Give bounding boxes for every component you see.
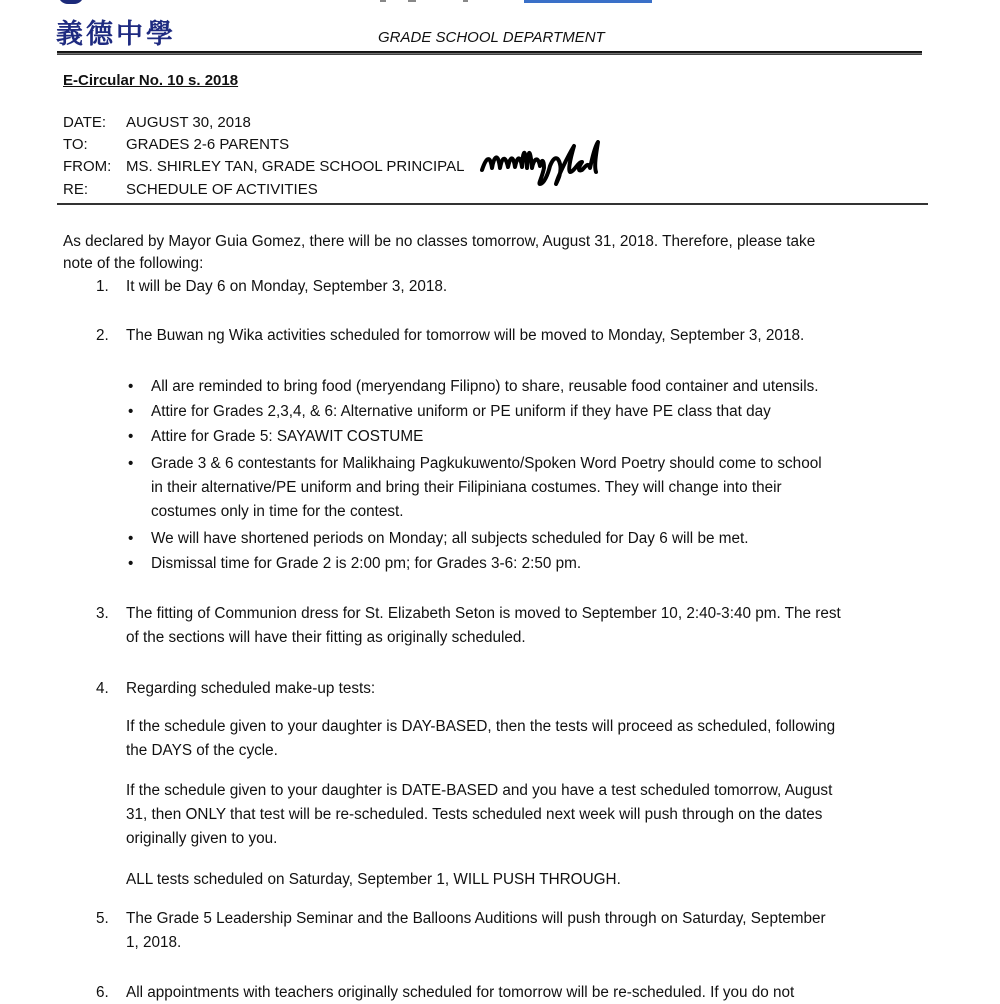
header-label: FROM: [63, 158, 112, 175]
header-value: AUGUST 30, 2018 [126, 114, 251, 131]
tests-paragraph: If the schedule given to your daughter is DATE-BASED and you have a test scheduled tomorrow, August [126, 782, 833, 799]
bullet-text: Attire for Grade 5: SAYAWIT COSTUME [151, 428, 424, 445]
bullet-text: Attire for Grades 2,3,4, & 6: Alternative uniform or PE uniform if they have PE class that day [151, 403, 771, 420]
header-divider [57, 203, 928, 205]
cutoff-text-fragment [380, 0, 386, 2]
item-text: Regarding scheduled make-up tests: [126, 680, 376, 697]
item-number: 6. [96, 984, 109, 1001]
tests-paragraph: ALL tests scheduled on Saturday, September 1, WILL PUSH THROUGH. [126, 871, 621, 888]
item-number: 3. [96, 605, 109, 622]
cutoff-text-fragment [408, 0, 416, 2]
item-text: The Buwan ng Wika activities scheduled for tomorrow will be moved to Monday, September 3, 2018. [126, 327, 805, 344]
header-value: GRADES 2-6 PARENTS [126, 136, 290, 153]
bullet-text: Dismissal time for Grade 2 is 2:00 pm; for Grades 3-6: 2:50 pm. [151, 555, 582, 572]
letterhead-cutoff-strip [0, 0, 1000, 8]
bullet-text: Grade 3 & 6 contestants for Malikhaing Pagkukuwento/Spoken Word Poetry should come to school [151, 455, 822, 472]
header-value: SCHEDULE OF ACTIVITIES [126, 181, 318, 198]
bullet-text: We will have shortened periods on Monday; all subjects scheduled for Day 6 will be met. [151, 530, 749, 547]
bullet-text: in their alternative/PE uniform and bring their Filipiniana costumes. They will change into their [151, 479, 782, 496]
bullet-icon: • [128, 530, 134, 547]
tests-paragraph: If the schedule given to your daughter is DAY-BASED, then the tests will proceed as scheduled, following [126, 718, 836, 735]
item-number: 5. [96, 910, 109, 927]
item-number: 1. [96, 278, 109, 295]
bullet-icon: • [128, 378, 134, 395]
header-row-re [63, 181, 318, 198]
bullet-icon: • [128, 428, 134, 445]
bullet-text: All are reminded to bring food (meryendang Filipno) to share, reusable food container and utensils. [151, 378, 819, 395]
department-title: GRADE SCHOOL DEPARTMENT [378, 29, 605, 46]
school-logo-text: 義德中學 [56, 19, 176, 50]
school-seal-icon [58, 0, 84, 4]
item-text: It will be Day 6 on Monday, September 3, 2018. [126, 278, 448, 295]
header-label: TO: [63, 136, 88, 153]
item-text: The Grade 5 Leadership Seminar and the Balloons Auditions will push through on Saturday, September [126, 910, 826, 927]
principal-signature [478, 140, 678, 186]
bullet-icon: • [128, 455, 134, 472]
letterhead-divider [57, 51, 922, 55]
header-value: MS. SHIRLEY TAN, GRADE SCHOOL PRINCIPAL [126, 158, 465, 175]
header-row-date [63, 114, 251, 131]
bullet-icon: • [128, 555, 134, 572]
tests-paragraph: 31, then ONLY that test will be re-scheduled. Tests scheduled next week will push through on the dates [126, 806, 823, 823]
circular-number: E-Circular No. 10 s. 2018 [63, 72, 239, 89]
bullet-icon: • [128, 403, 134, 420]
item-number: 2. [96, 327, 109, 344]
header-row-to [63, 136, 289, 153]
website-link-underline[interactable] [524, 0, 652, 3]
item-number: 4. [96, 680, 109, 697]
intro-line: As declared by Mayor Guia Gomez, there will be no classes tomorrow, August 31, 2018. Therefore, please take [63, 233, 816, 250]
cutoff-text-fragment [463, 0, 468, 2]
header-label: DATE: [63, 114, 107, 131]
item-text: All appointments with teachers originally scheduled for tomorrow will be re-scheduled. If you do not [126, 984, 795, 1001]
tests-paragraph: the DAYS of the cycle. [126, 742, 278, 759]
intro-line: note of the following: [63, 255, 204, 272]
header-row-from [63, 158, 464, 175]
bullet-text: costumes only in time for the contest. [151, 503, 404, 520]
item-text: 1, 2018. [126, 934, 182, 951]
header-label: RE: [63, 181, 89, 198]
item-text: The fitting of Communion dress for St. Elizabeth Seton is moved to September 10, 2:40-3:40 pm. The rest [126, 605, 841, 622]
tests-paragraph: originally given to you. [126, 830, 278, 847]
item-text: of the sections will have their fitting as originally scheduled. [126, 629, 526, 646]
